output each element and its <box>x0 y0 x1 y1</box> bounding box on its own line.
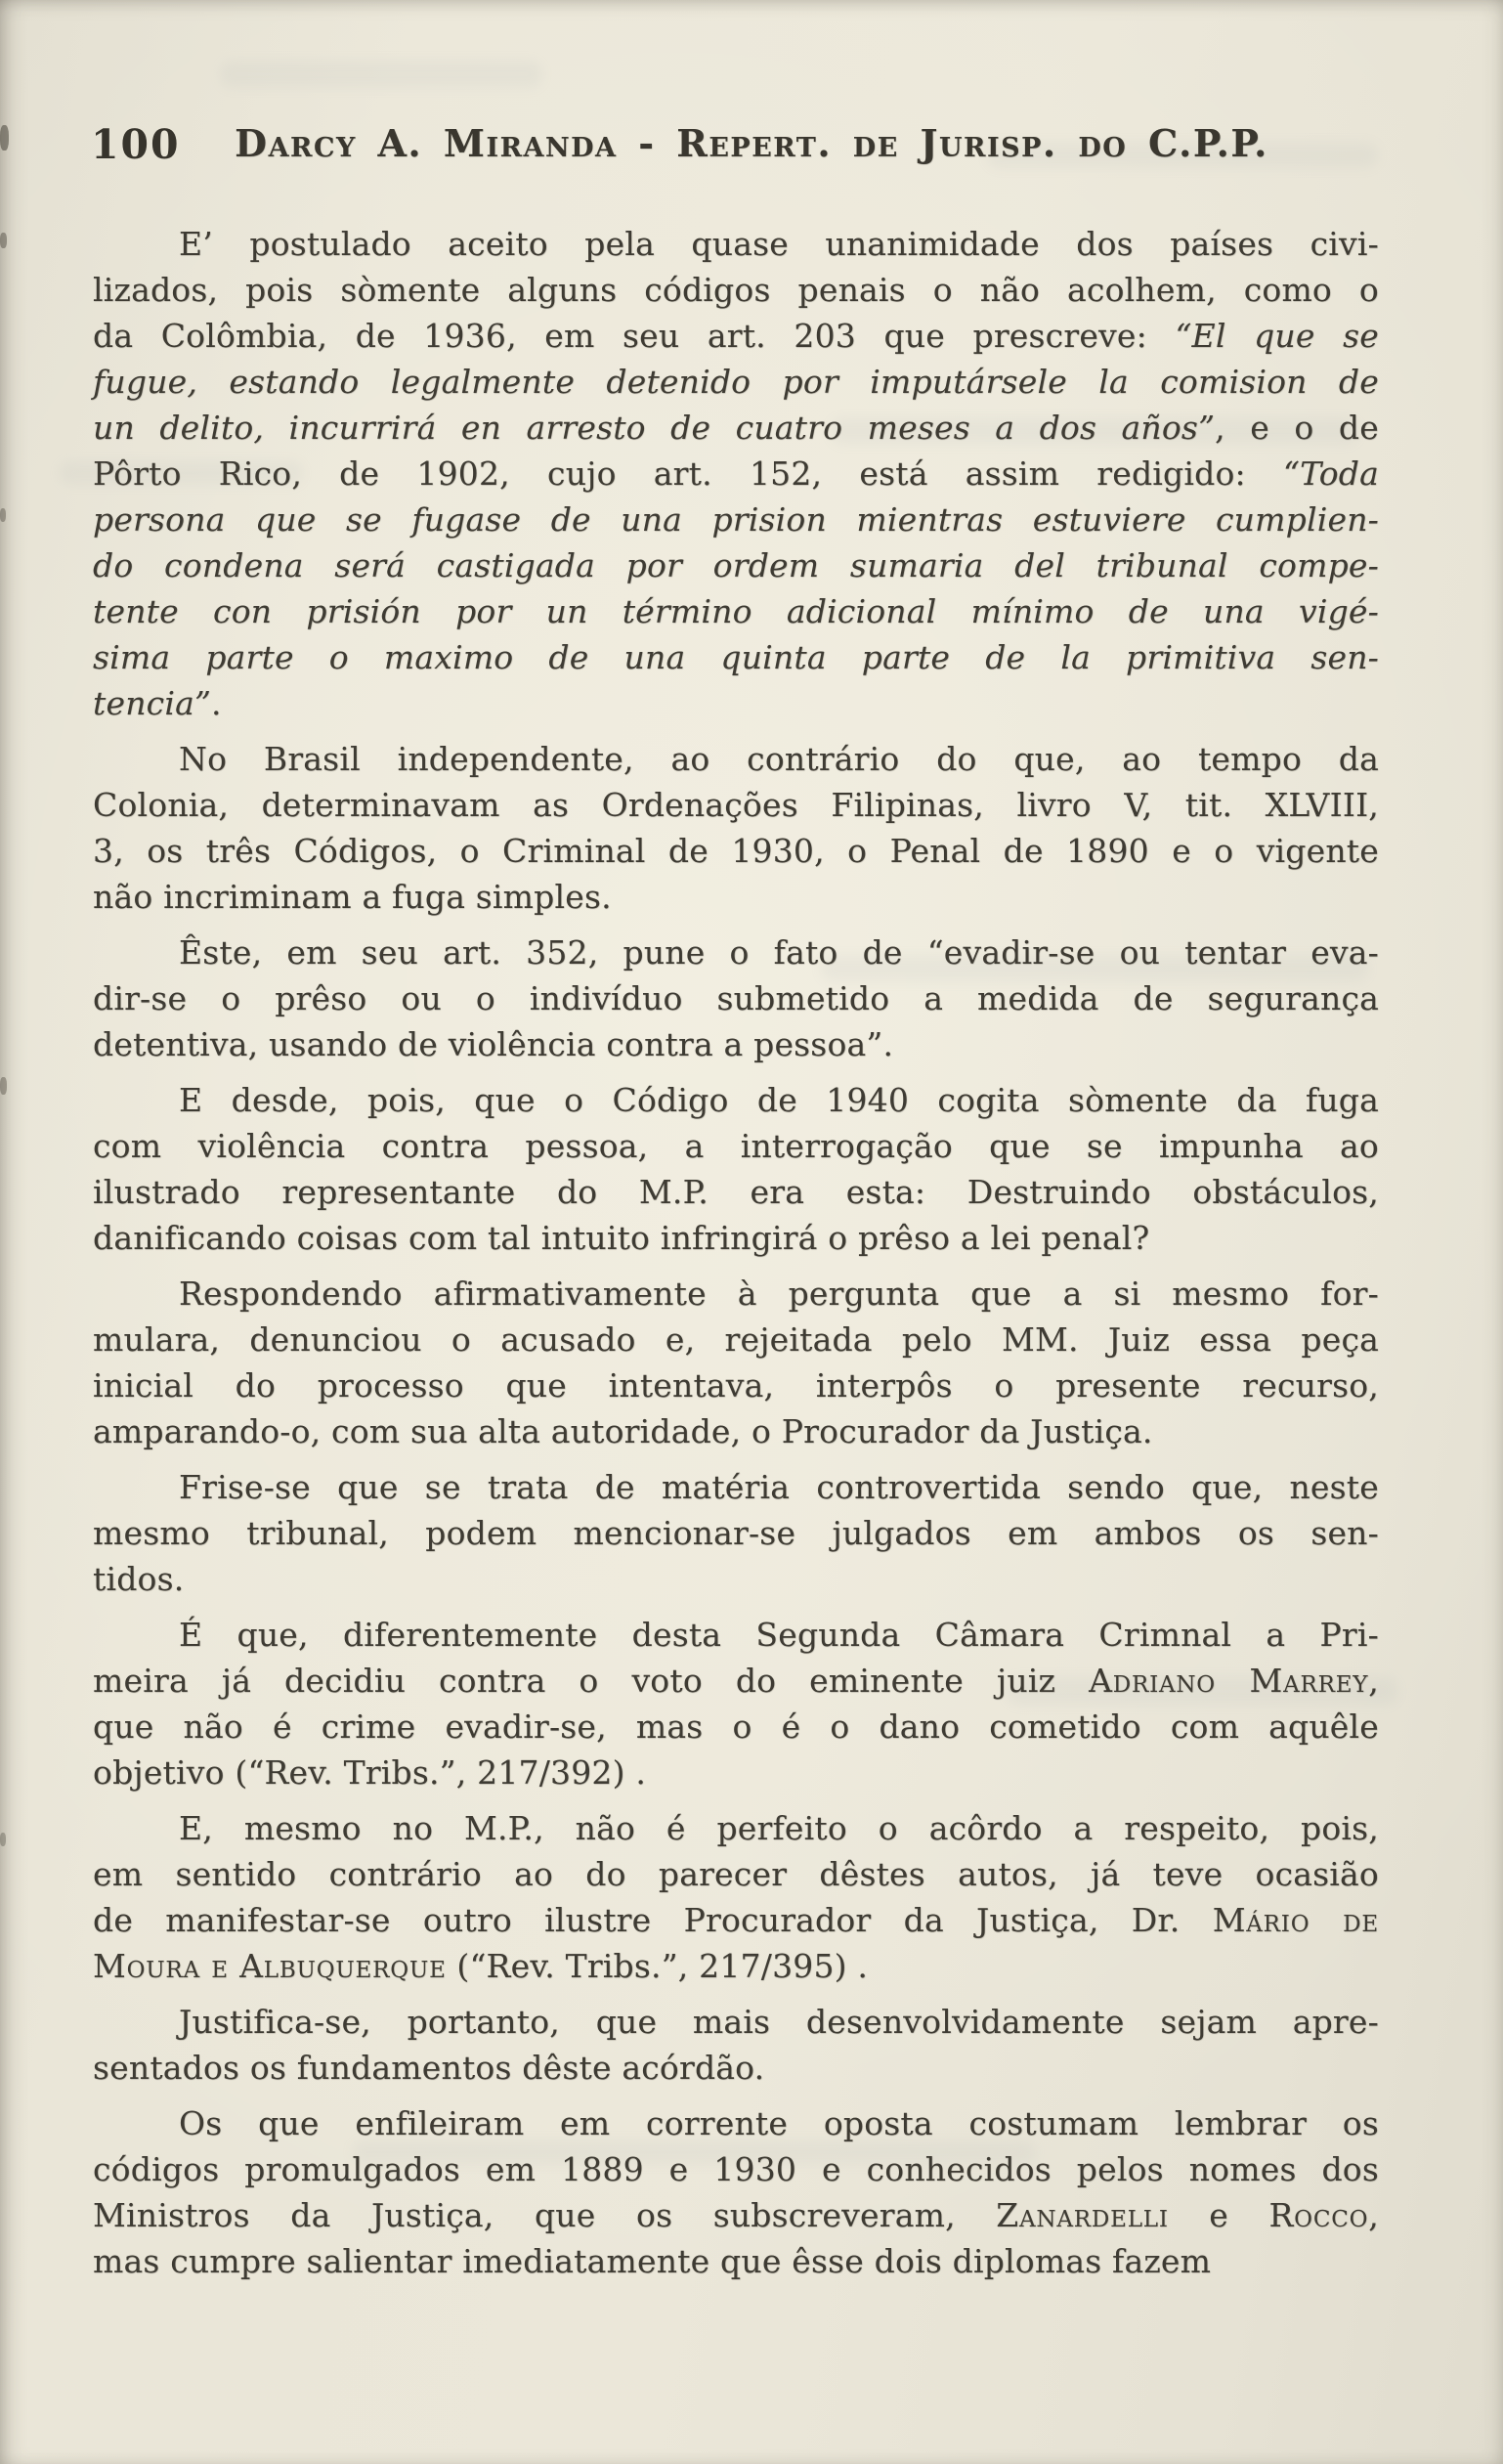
text-line <box>93 2146 1379 2192</box>
text-segment: Moura e Albuquerque <box>93 1947 447 1985</box>
text-line <box>93 1510 1379 1556</box>
text-segment: E, mesmo no M.P., não é perfeito o acôrdo a respeito, pois, <box>179 1809 1379 1847</box>
text-segment: fugue, estando legalmente detenido por imputársele la comision de <box>93 363 1379 401</box>
text-line <box>93 267 1379 313</box>
scan-speck-artifact <box>0 1833 6 1846</box>
text-segment: em sentido contrário ao do parecer dêstes autos, já teve ocasião <box>93 1855 1379 1893</box>
text-segment: objetivo (“Rev. Tribs.”, 217/392) . <box>93 1753 647 1792</box>
page-number: 100 <box>91 121 181 168</box>
text-line <box>93 1805 1379 1851</box>
text-segment: . <box>211 684 222 722</box>
text-segment: , <box>1368 2196 1379 2234</box>
text-segment: mas cumpre salientar imediatamente que êsse dois diplomas fazem <box>93 2242 1212 2280</box>
text-line <box>93 1897 1379 1943</box>
text-line <box>93 874 1379 920</box>
text-line <box>93 1077 1379 1123</box>
text-segment: Os que enfileiram em corrente oposta costumam lembrar os <box>179 2104 1379 2142</box>
text-segment: inicial do processo que intentava, interpôs o presente recurso, <box>93 1366 1379 1405</box>
text-segment: Frise-se que se trata de matéria controvertida sendo que, neste <box>179 1468 1379 1506</box>
text-segment: tente con prisión por un término adicional mínimo de una vigé- <box>93 592 1379 630</box>
text-segment: Pôrto Rico, de 1902, cujo art. 152, está assim redigido: <box>93 454 1283 493</box>
text-segment: É que, diferentemente desta Segunda Câmara Crimnal a Pri- <box>179 1616 1379 1654</box>
text-segment: que não é crime evadir-se, mas o é o dano cometido com aquêle <box>93 1708 1379 1746</box>
text-segment: tencia” <box>93 684 212 722</box>
text-segment: de manifestar-se outro ilustre Procurador da Justiça, Dr. <box>93 1901 1213 1939</box>
text-line <box>93 1612 1379 1658</box>
text-segment: lizados, pois sòmente alguns códigos penais o não acolhem, como o <box>93 271 1379 309</box>
text-line <box>93 1851 1379 1897</box>
text-segment: da Colômbia, de 1936, em seu art. 203 que prescreve: <box>93 317 1176 355</box>
text-line <box>93 634 1379 680</box>
text-line <box>93 588 1379 634</box>
text-line <box>93 1750 1379 1795</box>
scan-speck-artifact <box>0 508 6 522</box>
text-segment: Êste, em seu art. 352, pune o fato de “evadir-se ou tentar eva- <box>179 933 1379 972</box>
text-line <box>93 975 1379 1021</box>
paragraph <box>93 1602 1379 1795</box>
text-line <box>93 359 1379 405</box>
text-line <box>93 1464 1379 1510</box>
text-line <box>93 2100 1379 2146</box>
text-segment: Justifica-se, portanto, que mais desenvolvidamente sejam apre- <box>179 2003 1379 2041</box>
text-segment: Adriano Marrey <box>1089 1662 1369 1700</box>
paragraph <box>93 1067 1379 1261</box>
text-line <box>93 542 1379 588</box>
text-line <box>93 1556 1379 1602</box>
scan-speck-artifact <box>0 233 7 248</box>
text-segment: , <box>1368 1662 1379 1700</box>
text-line <box>93 2238 1379 2284</box>
text-line <box>93 1169 1379 1215</box>
text-line <box>93 1362 1379 1408</box>
text-segment: (“Rev. Tribs.”, 217/395) . <box>446 1947 869 1985</box>
text-segment: códigos promulgados em 1889 e 1930 e conhecidos pelos nomes dos <box>93 2150 1379 2188</box>
text-line <box>93 1999 1379 2045</box>
text-segment: tidos. <box>93 1560 185 1598</box>
text-line <box>93 1271 1379 1317</box>
text-line <box>93 1215 1379 1261</box>
text-segment: dir-se o prêso ou o indivíduo submetido a medida de segurança <box>93 979 1379 1017</box>
paragraph <box>93 726 1379 920</box>
text-line <box>93 1021 1379 1067</box>
text-segment: e <box>1168 2196 1269 2234</box>
running-header <box>0 121 1503 168</box>
text-line <box>93 2045 1379 2091</box>
text-line <box>93 221 1379 267</box>
text-segment: Respondendo afirmativamente à pergunta que a si mesmo for- <box>179 1275 1379 1313</box>
text-line <box>93 1317 1379 1362</box>
paragraph <box>93 2091 1379 2284</box>
text-line <box>93 680 1379 726</box>
text-segment: do condena será castigada por ordem sumaria del tribunal compe- <box>93 546 1379 584</box>
text-line <box>93 1658 1379 1704</box>
text-line <box>93 736 1379 782</box>
text-segment: Zanardelli <box>996 2196 1169 2234</box>
text-segment: un delito, incurrirá en arresto de cuatro meses a dos años” <box>93 409 1216 447</box>
text-segment: ilustrado representante do M.P. era esta: Destruindo obstáculos, <box>93 1173 1379 1211</box>
text-segment: Colonia, determinavam as Ordenações Filipinas, livro V, tit. XLVIII, <box>93 786 1379 824</box>
page-body <box>93 221 1379 2284</box>
running-header-title: Darcy A. Miranda - Repert. de Jurisp. do C.P.P. <box>235 121 1268 165</box>
text-segment: “El que se <box>1175 317 1379 355</box>
text-segment: Rocco <box>1268 2196 1369 2234</box>
text-segment: Mário de <box>1212 1901 1379 1939</box>
text-segment: No Brasil independente, ao contrário do que, ao tempo da <box>179 740 1379 778</box>
text-line <box>93 828 1379 874</box>
text-line <box>93 1123 1379 1169</box>
text-line <box>93 1408 1379 1454</box>
paragraph <box>93 1795 1379 1989</box>
text-segment: 3, os três Códigos, o Criminal de 1930, o Penal de 1890 e o vigente <box>93 832 1379 870</box>
text-segment: meira já decidiu contra o voto do eminente juiz <box>93 1662 1090 1700</box>
text-line <box>93 1943 1379 1989</box>
text-segment: “Toda <box>1283 454 1379 493</box>
text-segment: persona que se fugase de una prision mientras estuviere cumplien- <box>93 500 1379 539</box>
text-line <box>93 451 1379 497</box>
text-line <box>93 405 1379 451</box>
scan-speck-artifact <box>0 1077 7 1095</box>
text-segment: mesmo tribunal, podem mencionar-se julgados em ambos os sen- <box>93 1514 1379 1552</box>
paragraph <box>93 1989 1379 2091</box>
paragraph <box>93 1454 1379 1602</box>
text-segment: mulara, denunciou o acusado e, rejeitada pelo MM. Juiz essa peça <box>93 1320 1379 1359</box>
text-segment: sima parte o maximo de una quinta parte de la primitiva sen- <box>93 638 1379 676</box>
text-segment: sentados os fundamentos dêste acórdão. <box>93 2049 765 2087</box>
text-line <box>93 1704 1379 1750</box>
paragraph <box>93 1261 1379 1454</box>
text-segment: amparando-o, com sua alta autoridade, o Procurador da Justiça. <box>93 1412 1153 1450</box>
text-line <box>93 782 1379 828</box>
text-segment: danificando coisas com tal intuito infringirá o prêso a lei penal? <box>93 1219 1150 1257</box>
text-segment: E desde, pois, que o Código de 1940 cogita sòmente da fuga <box>179 1081 1379 1119</box>
text-line <box>93 313 1379 359</box>
paragraph <box>93 221 1379 726</box>
text-line <box>93 2192 1379 2238</box>
text-segment: com violência contra pessoa, a interrogação que se impunha ao <box>93 1127 1379 1165</box>
text-segment: , e o de <box>1215 409 1379 447</box>
bleed-through-artifact <box>220 61 542 88</box>
text-line <box>93 497 1379 542</box>
text-segment: Ministros da Justiça, que os subscreveram, <box>93 2196 997 2234</box>
paragraph <box>93 920 1379 1067</box>
text-line <box>93 929 1379 975</box>
text-segment: detentiva, usando de violência contra a pessoa”. <box>93 1025 894 1063</box>
text-segment: não incriminam a fuga simples. <box>93 878 612 916</box>
text-segment: E’ postulado aceito pela quase unanimidade dos países civi- <box>179 225 1379 263</box>
